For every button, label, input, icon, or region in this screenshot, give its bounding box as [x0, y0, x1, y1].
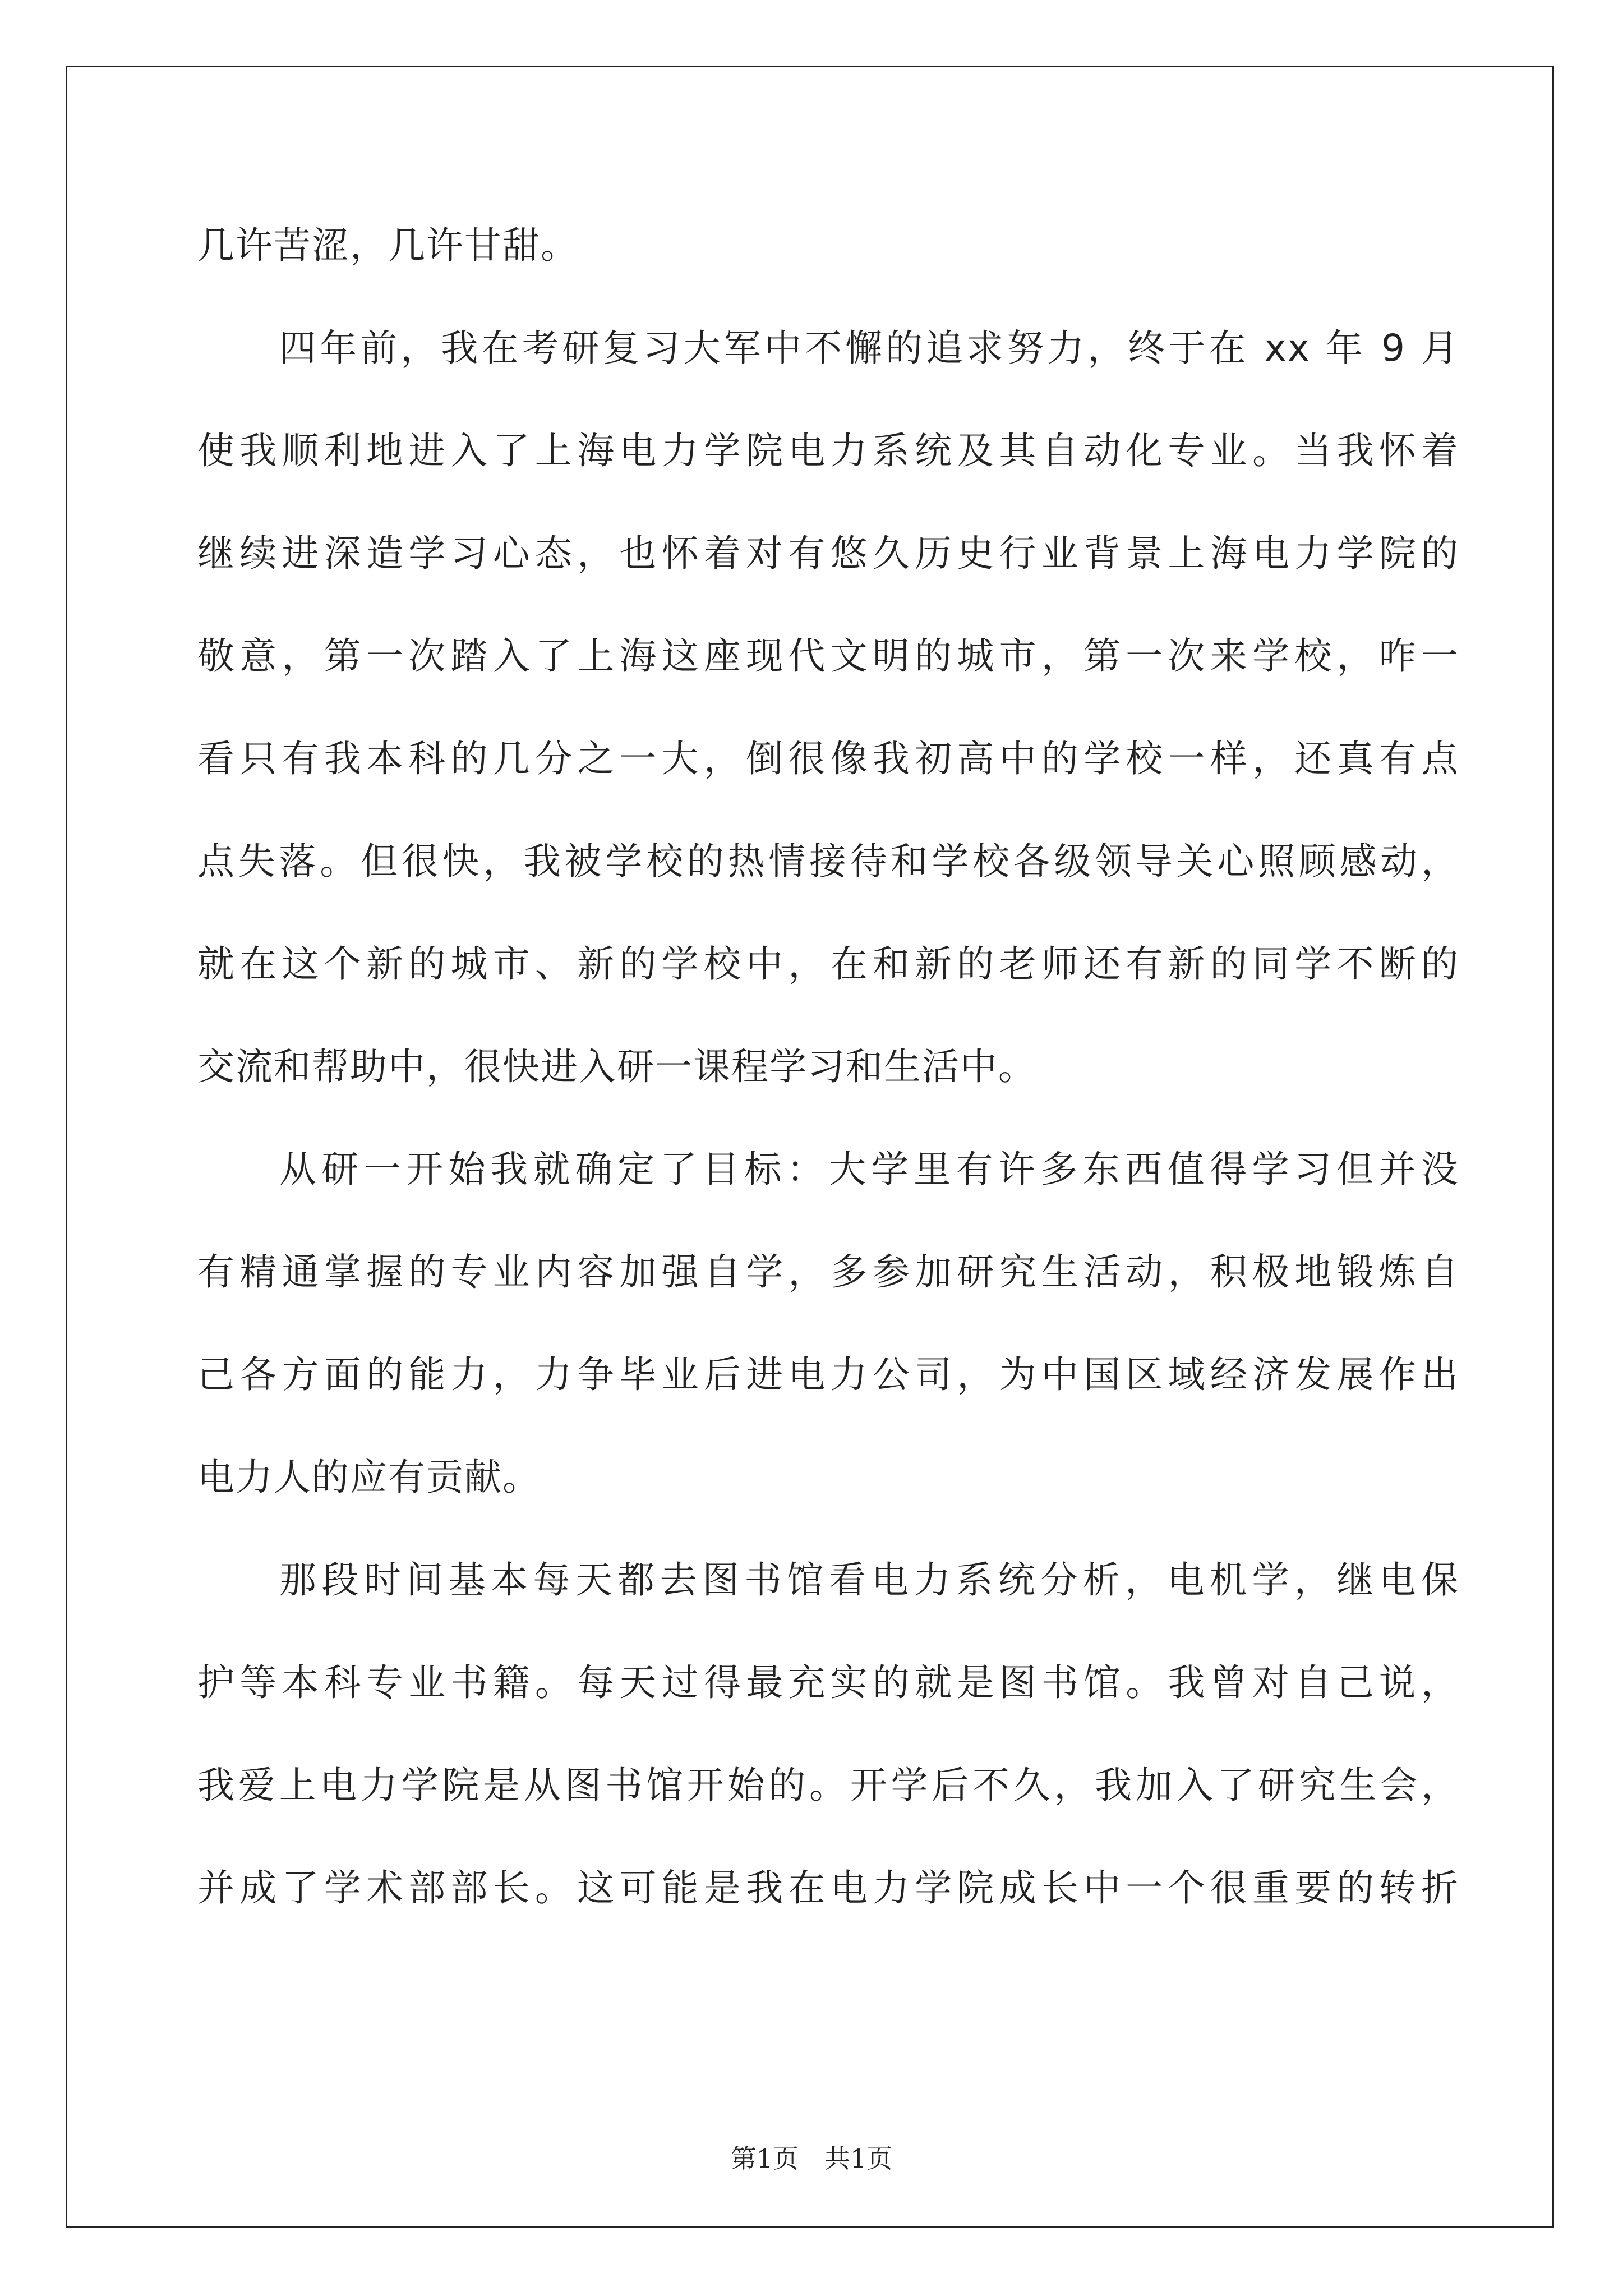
text-line: 那段时间基本每天都去图书馆看电力系统分析，电机学，继电保	[279, 1558, 1459, 1602]
text-line: 交流和帮助中，很快进入研一课程学习和生活中。	[197, 1045, 1036, 1088]
text-line: 己各方面的能力，力争毕业后进电力公司，为中国区域经济发展作出	[197, 1353, 1459, 1396]
text-line: 继续进深造学习心态，也怀着对有悠久历史行业背景上海电力学院的	[197, 532, 1459, 575]
text-line: 从研一开始我就确定了目标：大学里有许多东西值得学习但并没	[279, 1148, 1459, 1191]
text-line: 四年前，我在考研复习大军中不懈的追求努力，终于在 xx 年 9 月	[279, 326, 1459, 370]
text-line: 看只有我本科的几分之一大，倒很像我初高中的学校一样，还真有点	[197, 737, 1459, 780]
text-line: 敬意，第一次踏入了上海这座现代文明的城市，第一次来学校，咋一	[197, 634, 1459, 678]
text-line: 几许苦涩，几许甘甜。	[197, 224, 579, 267]
text-line: 使我顺利地进入了上海电力学院电力系统及其自动化专业。当我怀着	[197, 429, 1459, 472]
text-line: 就在这个新的城市、新的学校中，在和新的老师还有新的同学不断的	[197, 942, 1459, 986]
text-line: 有精通掌握的专业内容加强自学，多参加研究生活动，积极地锻炼自	[197, 1250, 1459, 1294]
text-line: 点失落。但很快，我被学校的热情接待和学校各级领导关心照顾感动，	[197, 840, 1459, 883]
page-footer: 第1页 共1页	[730, 2143, 893, 2174]
text-line: 我爱上电力学院是从图书馆开始的。开学后不久，我加入了研究生会，	[197, 1764, 1459, 1807]
document-body	[197, 194, 1459, 1939]
text-line: 电力人的应有贡献。	[197, 1456, 541, 1499]
text-line: 并成了学术部部长。这可能是我在电力学院成长中一个很重要的转折	[197, 1866, 1459, 1910]
text-line: 护等本科专业书籍。每天过得最充实的就是图书馆。我曾对自己说，	[197, 1661, 1459, 1704]
